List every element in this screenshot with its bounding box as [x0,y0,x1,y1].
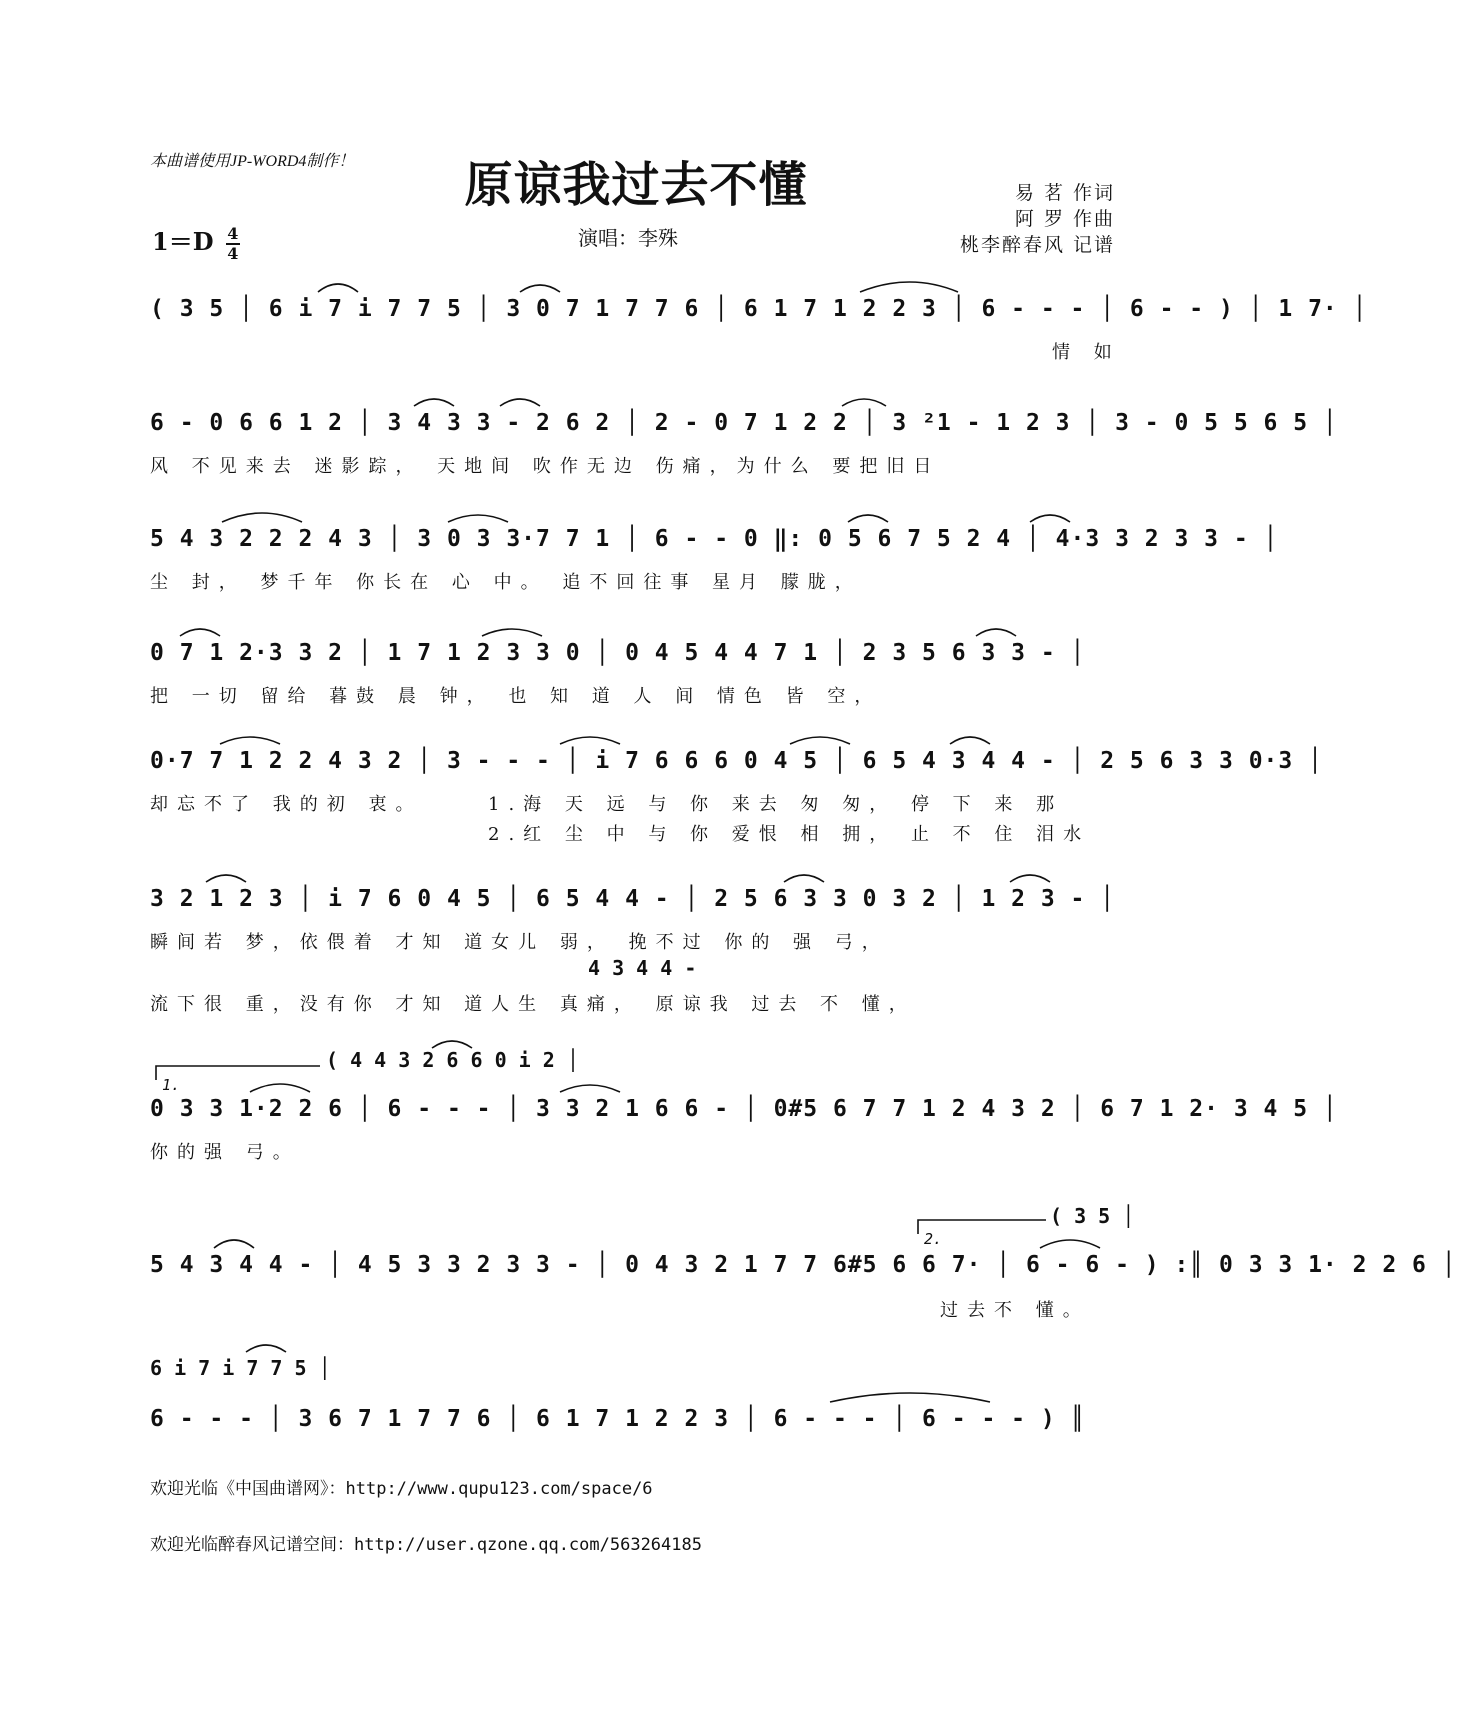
slur-mark [180,629,220,636]
slur-mark [318,284,358,292]
lyricist-credit: 易 茗 作词 [1014,182,1115,204]
lyrics-verse-1: 1.海 天 远 与 你 来去 匆 匆， 停 下 来 那 [488,794,1064,815]
slur-mark [848,515,888,522]
slur-mark [482,629,542,636]
slur-mark [432,1041,472,1048]
time-signature-bottom: 4 [227,243,239,263]
slur-mark [842,399,886,406]
lyrics-system-6-verse-2: 流下很 重，没有你 才知 道人生 真痛， 原谅我 过去 不 懂， [150,994,916,1015]
slur-mark [222,513,302,522]
slur-mark [220,737,280,744]
volta-1-bracket [156,1066,320,1080]
upper-notes-system-9: 6 i 7 i 7 7 5 │ [150,1356,331,1380]
lyrics-system-4: 把 一切 留给 暮鼓 晨 钟， 也 知 道 人 间 情色 皆 空， [150,686,882,707]
footer-site-2-label: 欢迎光临醉春风记谱空间： [150,1535,354,1555]
slur-mark [1030,515,1070,522]
volta-2-bracket [918,1220,1046,1234]
singer-credit: 演唱：李殊 [578,226,678,250]
slur-mark [246,1345,286,1352]
slur-mark [214,1240,254,1248]
lyrics-system-6: 瞬间若 梦，依偎着 才知 道女儿 弱， 挽不过 你的 强 弓， [150,932,889,953]
lyrics-system-2: 风 不见来去 迷影踪， 天地间 吹作无边 伤痛，为什么 要把旧日 [150,456,941,477]
composer-credit: 阿 罗 作曲 [1014,208,1115,230]
slur-mark [976,629,1016,636]
song-title: 原谅我过去不懂 [464,157,808,213]
lyrics-system-7: 你的强 弓。 [150,1142,300,1163]
score-system-8: 5 4 3 4 4 - │ 4 5 3 3 2 3 3 - │ 0 4 3 2 1 7 7 6#5 6 6 7· │ 6 - 6 - ) :║ 0 3 3 1· 2 2 6 │ [150,1252,1457,1278]
tie-mark [860,282,958,292]
volta-2-label: 2. [924,1230,943,1248]
slur-mark [1040,1240,1100,1248]
volta-1-label: 1. [162,1076,181,1094]
score-system-1: ( 3 5 │ 6 i 7 i 7 7 5 │ 3 0 7 1 7 7 6 │ 6 1 7 1 2 2 3 │ 6 - - - │ 6 - - ) │ 1 7· │ [150,296,1368,322]
footer-site-1-url[interactable]: http://www.qupu123.com/space/6 [345,1479,653,1499]
score-system-9: 6 - - - │ 3 6 7 1 7 7 6 │ 6 1 7 1 2 2 3 │ 6 - - - │ 6 - - - ) ║ [150,1406,1086,1432]
slur-mark [520,285,560,292]
score-system-7: 0 3 3 1·2 2 6 │ 6 - - - │ 3 3 2 1 6 6 - │ 0#5 6 7 7 1 2 4 3 2 │ 6 7 1 2· 3 4 5 │ [150,1096,1338,1122]
slur-mark [560,737,620,744]
lyrics-system-5: 却忘不了 我的初 衷。 [150,794,423,815]
upper-notes-system-7: ( 4 4 3 2 6 6 0 i 2 │ [326,1048,579,1072]
slur-mark [414,399,454,406]
footer-site-2-url[interactable]: http://user.qzone.qq.com/563264185 [354,1535,702,1555]
lyrics-system-1: 情 如 [1052,342,1121,363]
slur-mark [790,737,850,744]
lyrics-verse-2: 2.红 尘 中 与 你 爱恨 相 拥， 止 不 住 泪水 [488,824,1091,845]
lyrics-system-8: 过去不 懂。 [940,1300,1090,1321]
slur-mark [1010,875,1050,882]
slur-mark [206,875,246,882]
slur-mark [560,1085,620,1092]
alt-notes-system-6: 4 3 4 4 - [588,956,697,980]
score-system-2: 6 - 0 6 6 1 2 │ 3 4 3 3 - 2 6 2 │ 2 - 0 7 1 2 2 │ 3 ²1 - 1 2 3 │ 3 - 0 5 5 6 5 │ [150,410,1338,436]
time-signature-top: 4 [227,223,239,243]
slur-mark [784,875,824,882]
upper-notes-system-8: ( 3 5 │ [1050,1204,1135,1228]
software-credit-note: 本曲谱使用JP-WORD4制作！ [150,153,355,170]
slur-mark [950,737,990,744]
lyrics-system-3: 尘 封， 梦千年 你长在 心 中。 追不回往事 星月 朦胧， [150,572,862,593]
slur-mark [500,399,540,406]
slur-mark [250,1084,310,1092]
score-system-5: 0·7 7 1 2 2 4 3 2 │ 3 - - - │ i 7 6 6 6 0 4 5 │ 6 5 4 3 4 4 - │ 2 5 6 3 3 0·3 │ [150,748,1323,774]
tie-mark [830,1393,990,1402]
footer-site-1-label: 欢迎光临《中国曲谱网》： [150,1479,346,1499]
slur-mark [448,515,508,522]
key-label: 1＝D [152,227,214,256]
score-system-4: 0 7 1 2·3 3 2 │ 1 7 1 2 3 3 0 │ 0 4 5 4 4 7 1 │ 2 3 5 6 3 3 - │ [150,640,1086,666]
score-system-6: 3 2 1 2 3 │ i 7 6 0 4 5 │ 6 5 4 4 - │ 2 5 6 3 3 0 3 2 │ 1 2 3 - │ [150,886,1116,912]
transcriber-credit: 桃李醉春风 记谱 [959,234,1115,256]
score-system-3: 5 4 3 2 2 2 4 3 │ 3 0 3 3·7 7 1 │ 6 - - 0 ‖: 0 5 6 7 5 2 4 │ 4·3 3 2 3 3 - │ [150,526,1279,552]
